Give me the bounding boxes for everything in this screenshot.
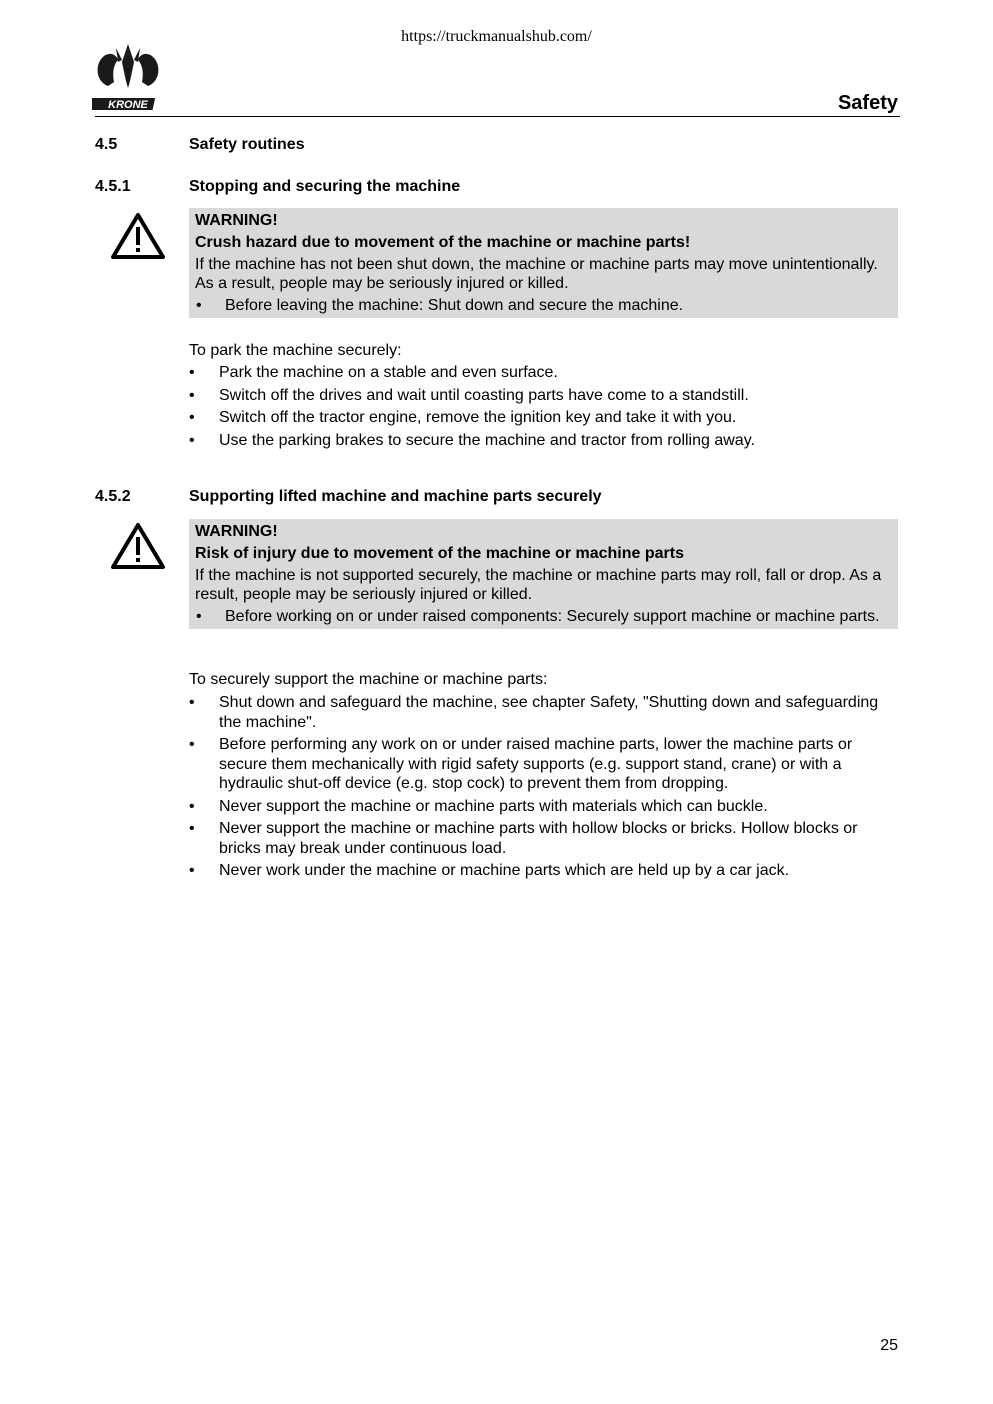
- list-item: [189, 431, 889, 451]
- warning-heading: Crush hazard due to movement of the machine or machine parts!: [195, 234, 691, 251]
- list-item: [189, 861, 889, 881]
- bullet-marker: •: [196, 297, 202, 314]
- warning-bullet: [195, 607, 892, 627]
- logo-text: KRONE: [108, 99, 148, 111]
- list-item-text: Park the machine on a stable and even surface.: [219, 364, 558, 381]
- subsection-2-number: 4.5.2: [95, 488, 131, 505]
- warning-triangle-icon: [110, 522, 166, 570]
- list-item: [189, 693, 889, 732]
- warning-box-2: [189, 519, 898, 629]
- bullet-marker: •: [189, 797, 195, 815]
- bullet-marker: •: [189, 694, 195, 711]
- list-intro-2: To securely support the machine or machine parts:: [189, 671, 548, 688]
- parking-steps-list: [189, 363, 889, 453]
- bullet-marker: •: [189, 386, 195, 404]
- warning-text: If the machine is not supported securely, the machine or machine parts may roll, fall or drop. As a result, people may be seriously injured or killed.: [195, 567, 882, 603]
- page-number: 25: [880, 1337, 898, 1354]
- header-title: Safety: [837, 92, 898, 114]
- list-item: [189, 735, 889, 794]
- list-intro-1: To park the machine securely:: [189, 342, 402, 359]
- warning-triangle-icon: [110, 212, 166, 260]
- bullet-marker: •: [189, 736, 195, 753]
- list-item-text: Before performing any work on or under raised machine parts, lower the machine parts or secure them mechanically with rigid safety supports (e.g. support stand, crane) or with a hydraulic shut-off device (e.g. stop cock) to prevent them from dropping.: [219, 736, 853, 792]
- section-number: 4.5: [95, 136, 118, 153]
- subsection-1-title: Stopping and securing the machine: [189, 178, 461, 195]
- warning-label: WARNING!: [195, 523, 278, 540]
- warning-box-1: [189, 208, 898, 318]
- header-divider: [95, 116, 900, 117]
- bullet-marker: •: [196, 608, 202, 625]
- warning-bullet: [195, 296, 892, 316]
- bullet-marker: •: [189, 409, 195, 426]
- list-item: [189, 363, 889, 383]
- krone-logo: [92, 42, 164, 112]
- bullet-marker: •: [189, 364, 195, 381]
- warning-text: If the machine has not been shut down, the machine or machine parts may move unintentionally. As a result, people may be seriously injured or killed.: [195, 256, 878, 292]
- bullet-marker: •: [189, 431, 195, 449]
- list-item-text: Use the parking brakes to secure the machine and tractor from rolling away.: [219, 431, 755, 449]
- subsection-2-title: Supporting lifted machine and machine parts securely: [189, 488, 602, 505]
- list-item-text: Never work under the machine or machine parts which are held up by a car jack.: [219, 862, 790, 879]
- source-url[interactable]: https://truckmanualshub.com/: [401, 28, 592, 45]
- warning-bullet-text: Before leaving the machine: Shut down and secure the machine.: [225, 297, 684, 314]
- section-title: Safety routines: [189, 136, 305, 153]
- list-item-text: Switch off the drives and wait until coasting parts have come to a standstill.: [219, 386, 749, 404]
- support-steps-list: [189, 693, 889, 884]
- list-item-text: Never support the machine or machine parts with hollow blocks or bricks. Hollow blocks or bricks may break under continuous load.: [219, 820, 858, 857]
- list-item-text: Never support the machine or machine parts with materials which can buckle.: [219, 797, 768, 815]
- warning-label: WARNING!: [195, 212, 278, 229]
- bullet-marker: •: [189, 862, 195, 879]
- warning-heading: Risk of injury due to movement of the machine or machine parts: [195, 545, 684, 562]
- bullet-marker: •: [189, 820, 195, 837]
- list-item-text: Switch off the tractor engine, remove the ignition key and take it with you.: [219, 409, 737, 426]
- list-item: [189, 386, 889, 406]
- warning-bullet-text: Before working on or under raised components: Securely support machine or machine parts.: [225, 608, 880, 625]
- list-item: [189, 408, 889, 428]
- list-item: [189, 797, 889, 817]
- subsection-1-number: 4.5.1: [95, 178, 131, 195]
- list-item-text: Shut down and safeguard the machine, see chapter Safety, "Shutting down and safeguarding the machine".: [219, 694, 879, 731]
- list-item: [189, 819, 889, 858]
